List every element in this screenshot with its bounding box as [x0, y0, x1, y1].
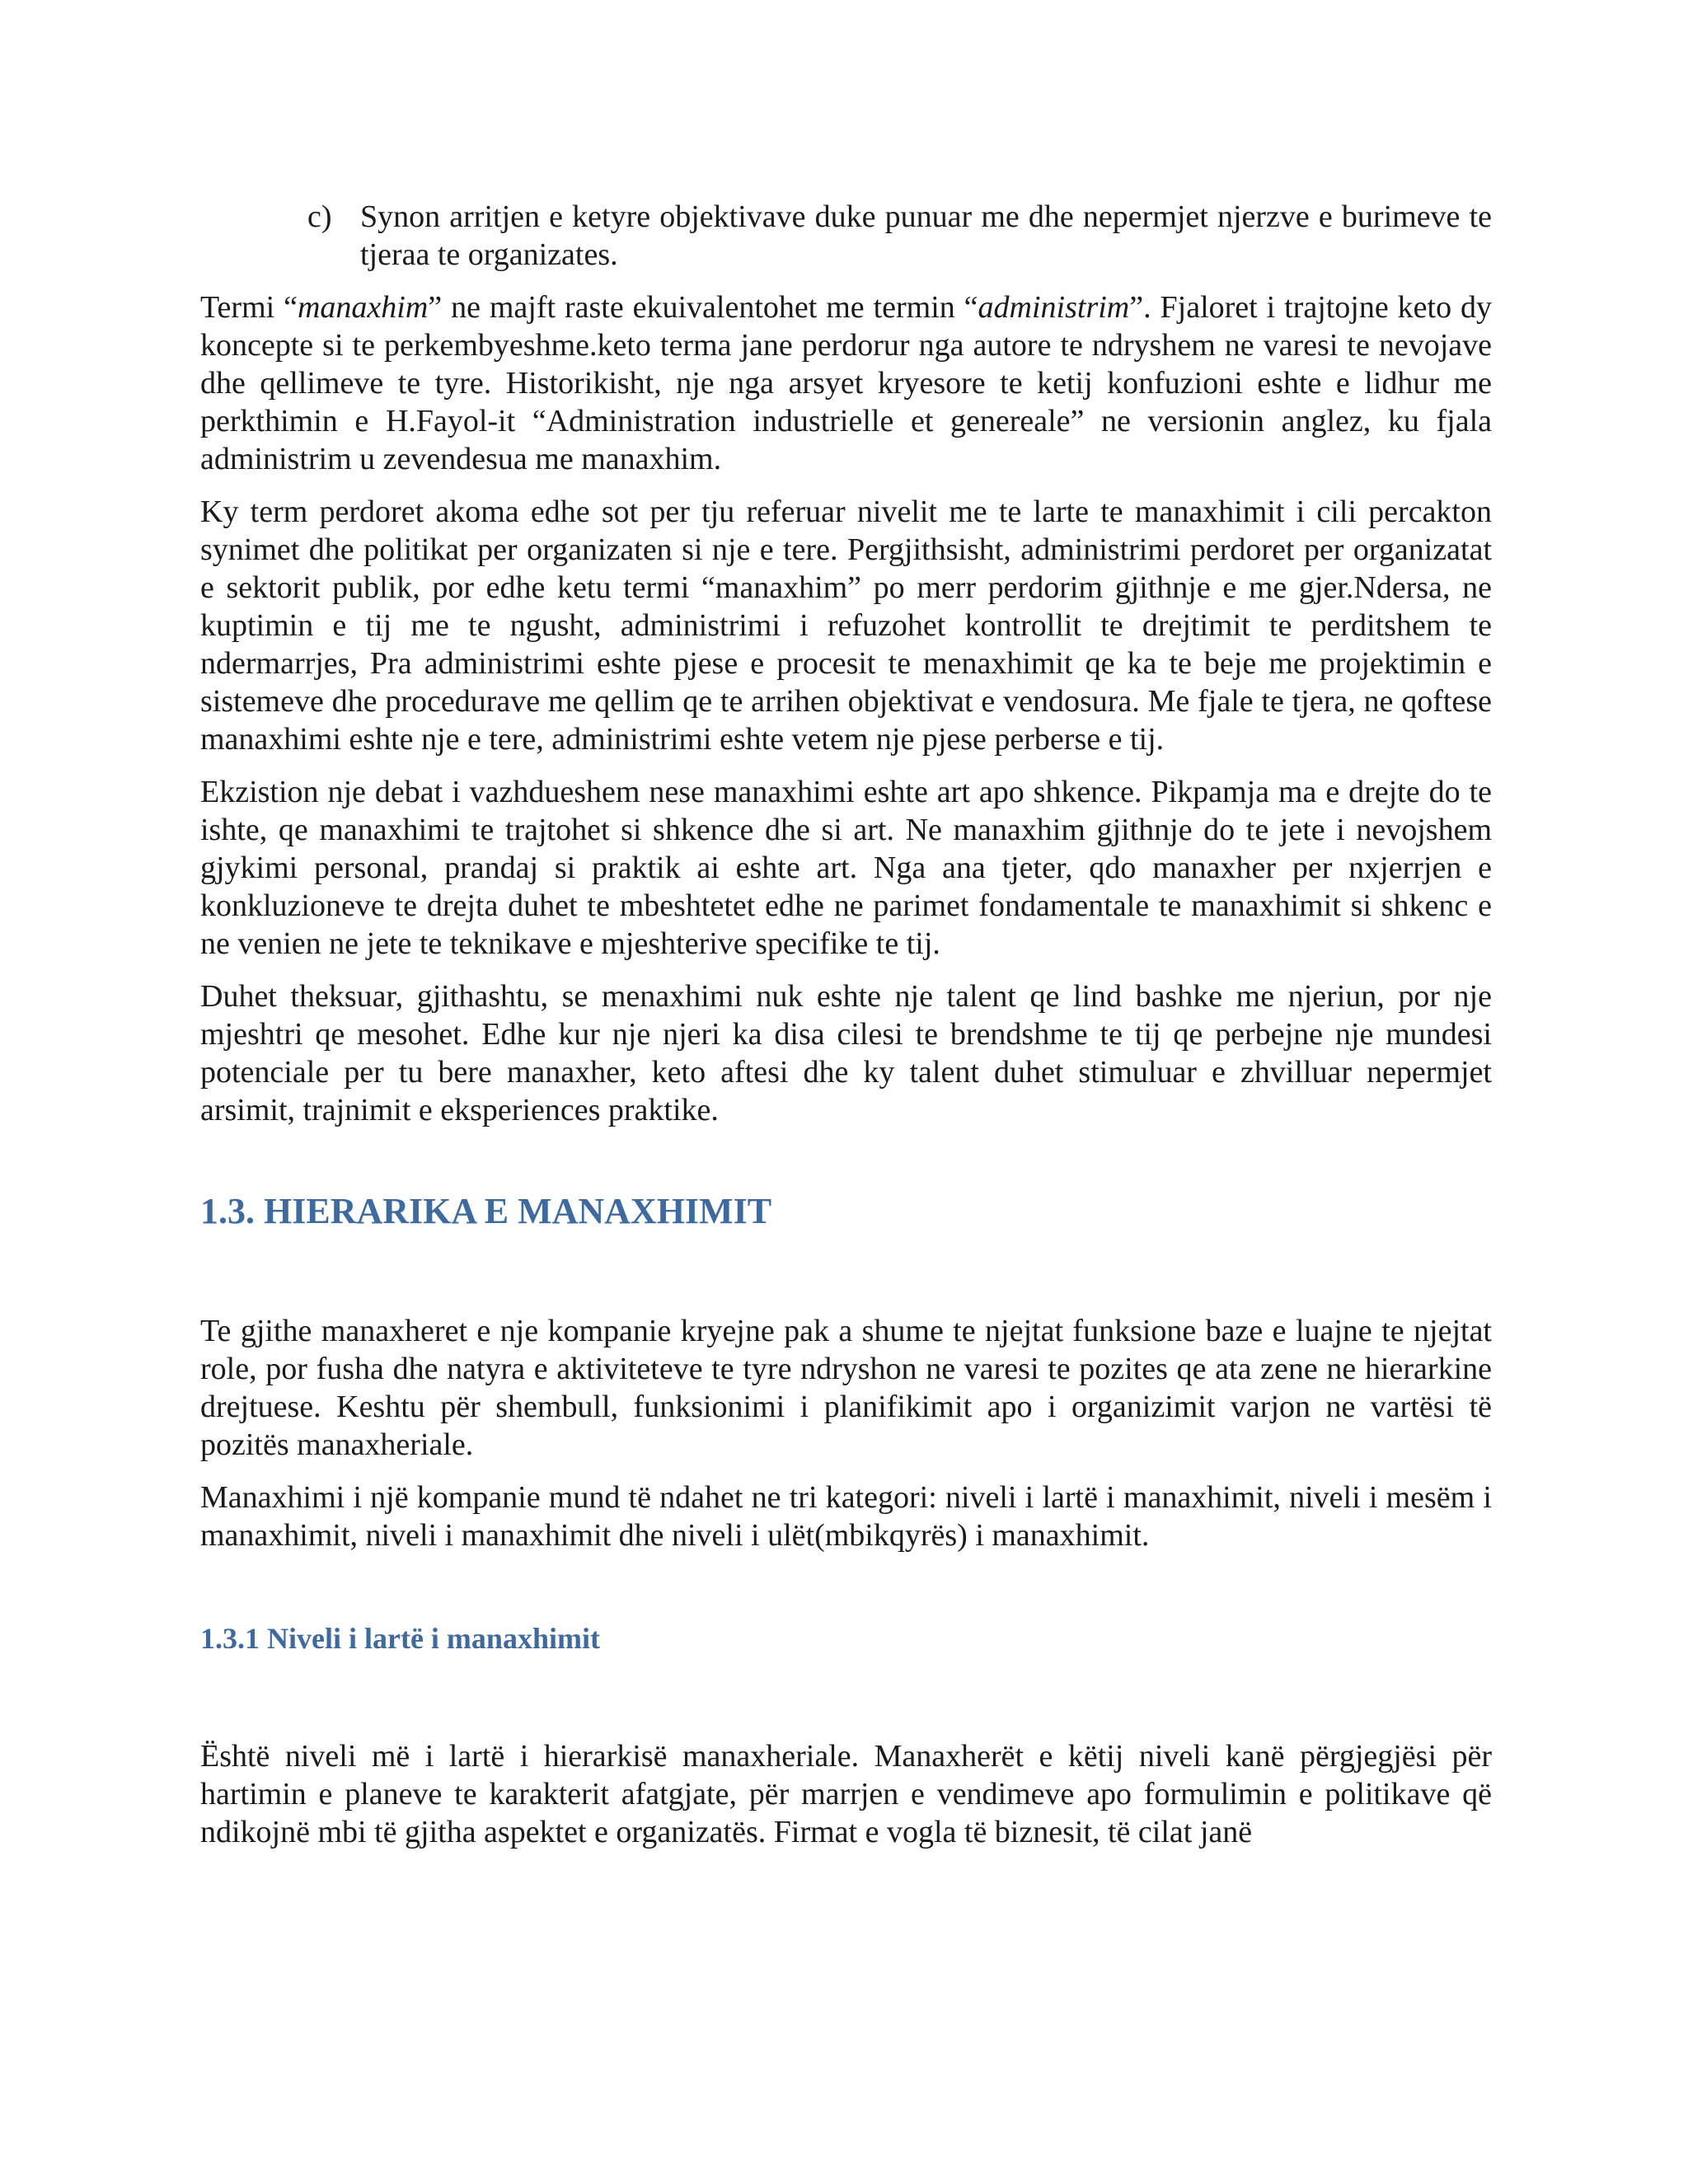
paragraph-art-shkence: Ekzistion nje debat i vazhdueshem nese manaxhimi eshte art apo shkence. Pikpamja ma e drejte do te ishte, qe manaxhimi te trajtohet si shkence dhe si art. Ne manaxhim gjithnje do te jete i nevojshem gjykimi personal, prandaj si praktik ai eshte art. Nga ana tjeter, qdo manaxher per nxjerrjen e konkluzioneve te drejta duhet te mbeshtetet edhe ne parimet fondamentale te manaxhimit si shkenc e ne venien ne jete te teknikave e mjeshterive specifike te tij.: [200, 775, 1492, 961]
paragraph-niveli-larte: Është niveli më i lartë i hierarkisë manaxheriale. Manaxherët e këtij niveli kanë përgjegjësi për hartimin e planeve te karakterit afatgjate, për marrjen e vendimeve apo formulimin e politikave që ndikojnë mbi të gjitha aspektet e organizatës. Firmat e vogla të biznesit, të cilat janë: [200, 1739, 1492, 1849]
paragraph-text: ”. Fjaloret i trajtojne keto dy koncepte si te perkembyeshme.keto terma jane perdorur nga autore te ndryshem ne varesi te nevojave dhe qellimeve te tyre. Historikisht, nje nga arsyet kryesore te ketij konfuzioni eshte e lidhur me perkthimin e H.Fayol-it “Administration industrielle et genereale” ne versionin anglez, ku fjala administrim u zevendesua me manaxhim.: [200, 290, 1492, 476]
paragraph-funksionet: Te gjithe manaxheret e nje kompanie kryejne pak a shume te njejtat funksione baze e luajne te njejtat role, por fusha dhe natyra e aktiviteteve te tyre ndryshon ne varesi te pozites qe ata zene ne hierarkine drejtuese. Keshtu për shembull, funksionimi i planifikimit apo i organizimit varjon ne vartësi të pozitës manaxheriale.: [200, 1314, 1492, 1462]
subsection-heading-niveli-larte: 1.3.1 Niveli i lartë i manaxhimit: [200, 1622, 600, 1655]
list-marker: c): [307, 199, 332, 234]
paragraph-text: Termi “: [200, 290, 298, 325]
section-heading-hierarkia: 1.3. HIERARIKA E MANAXHIMIT: [200, 1191, 772, 1231]
page-content: [200, 198, 1492, 1866]
paragraph-terms: [200, 288, 1492, 478]
list-item-text: Synon arritjen e ketyre objektivave duke punuar me dhe nepermjet njerzve e burimeve te tjeraa te organizates.: [360, 199, 1492, 272]
list-item-c: [307, 198, 1492, 274]
term-manaxhim: manaxhim: [297, 290, 429, 325]
paragraph-talent: Duhet theksuar, gjithashtu, se menaxhimi nuk eshte nje talent qe lind bashke me njeriun, por nje mjeshtri qe mesohet. Edhe kur nje njeri ka disa cilesi te brendshme te tij qe perbejne nje mundesi potenciale per tu bere manaxher, keto aftesi dhe ky talent duhet stimuluar e zhvilluar nepermjet arsimit, trajnimit e eksperiences praktike.: [200, 979, 1492, 1127]
paragraph-text: ” ne majft raste ekuivalentohet me termin “: [428, 290, 978, 325]
term-administrim: administrim: [978, 290, 1130, 325]
paragraph-administrim: Ky term perdoret akoma edhe sot per tju referuar nivelit me te larte te manaxhimit i cili percakton synimet dhe politikat per organizaten si nje e tere. Pergjithsisht, administrimi perdoret per organizatat e sektorit publik, por edhe ketu termi “manaxhim” po merr perdorim gjithnje e me gjer.Ndersa, ne kuptimin e tij me te ngusht, administrimi i refuzohet kontrollit te drejtimit te perditshem te ndermarrjes, Pra administrimi eshte pjese e procesit te menaxhimit qe ka te beje me projektimin e sistemeve dhe procedurave me qellim qe te arrihen objektivat e vendosura. Me fjale te tjera, ne qoftese manaxhimi eshte nje e tere, administrimi eshte vetem nje pjese perberse e tij.: [200, 494, 1492, 757]
paragraph-kategorite: Manaxhimi i një kompanie mund të ndahet ne tri kategori: niveli i lartë i manaxhimit, niveli i mesëm i manaxhimit, niveli i manaxhimit dhe niveli i ulët(mbikqyrës) i manaxhimit.: [200, 1480, 1492, 1553]
